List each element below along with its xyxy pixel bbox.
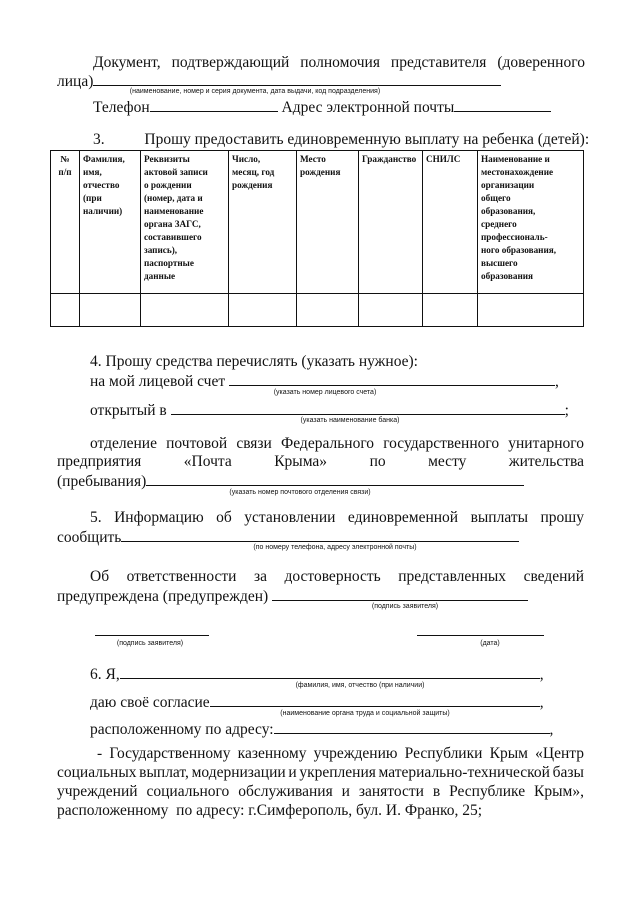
date-field[interactable] [417,635,544,636]
word: «Почта [183,453,232,470]
word: и [288,764,297,781]
word: социального [146,783,230,800]
word: об [216,509,232,526]
word: представителя [390,54,487,71]
word: Республике [449,783,526,800]
children-table [50,150,584,327]
word: прошу [540,509,584,526]
word: Документ, [93,54,161,71]
section-3-text: Прошу предоставить единовременную выплату на ребенка (детей): [144,131,590,148]
word: месту [428,453,467,470]
table-row [51,294,584,327]
contacts-line [93,97,551,117]
word: Крым», [534,783,584,800]
word: Крыма» [274,453,328,470]
word: выплат, [139,764,189,781]
consent-line: даю своё согласие , [90,694,544,711]
word: в [432,783,441,800]
account-caption: (указать номер лицевого счета) [273,389,377,396]
table-cell[interactable] [229,294,297,327]
col-header-number: № п/п [51,151,80,294]
word: «Центр [535,745,584,762]
email-label: Адрес электронной почты [281,99,455,116]
full-name-caption: (фамилия, имя, отчество (при наличии) [295,682,425,689]
word: обслуживания [238,783,333,800]
word: Республики [404,745,483,762]
bullet-line-3 [57,783,584,801]
word: учреждению [313,745,398,762]
table-cell[interactable] [478,294,584,327]
word: укрепления [299,764,376,781]
notify-label: сообщить [57,529,122,546]
word: предприятия [57,453,142,470]
table-cell[interactable] [359,294,423,327]
word: Федерального [281,435,375,452]
word: Информацию [114,509,204,526]
word: социальных [57,764,137,781]
word: единовременной [347,509,459,526]
post-line-1 [90,435,584,453]
bank-caption: (указать наименование банка) [300,417,400,424]
bullet-line-1 [97,745,584,763]
word: учреждений [57,783,138,800]
phone-field[interactable] [150,97,278,112]
word: ответственности [126,568,237,585]
bullet-dash: - [97,745,103,762]
opened-label: открытый в [90,402,167,419]
warned-label: предупреждена (предупрежден) [57,588,269,605]
account-number-field[interactable] [229,371,555,386]
consent-label: даю своё согласие [90,694,210,711]
address-line: расположенному по адресу: , [90,721,554,738]
table-cell[interactable] [423,294,478,327]
warned-signature-field[interactable] [272,586,528,601]
word: выплаты [470,509,529,526]
post-line-2 [57,453,584,471]
section-5-line-1 [90,509,584,527]
table-header-row [51,151,584,294]
responsibility-line-1 [90,568,584,586]
post-line-3-label: (пребывания) [57,473,147,490]
post-line-3 [57,471,524,491]
word: базы [552,764,584,781]
word: государственного [383,435,500,452]
notify-contact-field[interactable] [121,527,519,542]
table-cell[interactable] [297,294,359,327]
word: Об [90,568,110,585]
authority-caption: (наименование органа труда и социальной защиты) [280,710,450,717]
warned-caption: (подпись заявителя) [371,603,439,610]
word: установлении [244,509,336,526]
bullet-line-4: расположенному по адресу: г.Симферополь, бул. И. Франко, 25; [57,802,483,819]
post-office-field[interactable] [146,471,524,486]
word: унитарного [508,435,584,452]
address-field[interactable] [274,719,550,734]
word: полномочия [300,54,380,71]
phone-label: Телефон [93,99,150,116]
word: отделение [90,435,157,452]
word: казенному [237,745,307,762]
word: занятости [358,783,424,800]
word: Крым [489,745,528,762]
doc-line-1 [93,54,585,72]
section-6-line-1: 6. Я, , [90,666,544,683]
word: достоверность [284,568,381,585]
table-cell[interactable] [80,294,141,327]
col-header-birth-place: Место рождения [297,151,359,294]
word: связи [236,435,272,452]
word: почтовой [166,435,228,452]
bullet-line-2 [57,764,584,782]
word: жительства [508,453,584,470]
full-name-field[interactable] [120,664,540,679]
authority-name-field[interactable] [210,692,540,707]
col-header-education-org: Наименование и местонахождение организации общего образования, среднего профессиональ- ного образования, высшего образования [478,151,584,294]
responsibility-line-2 [57,586,528,606]
word: (доверенного [497,54,585,71]
col-header-name: Фамилия, имя, отчество (при наличии) [80,151,141,294]
section-3-number: 3. [93,131,105,148]
word: за [253,568,267,585]
account-label: на мой лицевой счет [90,373,226,390]
address-label: расположенному по адресу: [90,721,274,738]
word: и [341,783,350,800]
bank-name-field[interactable] [171,400,565,415]
col-header-birth-record: Реквизиты актовой записи о рождении (номер, дата и наименование органа ЗАГС, составившего запись), паспортные данные [141,151,229,294]
word: подтверждающий [171,54,290,71]
word: по [369,453,386,470]
col-header-citizenship: Гражданство [359,151,423,294]
section-3-heading [93,131,589,149]
email-field[interactable] [454,97,551,112]
section-6-label: 6. Я, [90,666,120,683]
doc-details-field[interactable] [93,71,501,86]
col-header-birth-date: Число, месяц, год рождения [229,151,297,294]
notify-caption: (по номеру телефона, адресу электронной почты) [253,544,417,551]
doc-caption: (наименование, номер и серия документа, дата выдачи, код подразделения) [129,88,381,95]
section-4-heading: 4. Прошу средства перечислять (указать нужное): [90,353,418,370]
bank-line: открытый в ; [90,402,569,419]
word: представленных [398,568,507,585]
word: 5. [90,509,102,526]
word: материально-технической [378,764,550,781]
post-caption: (указать номер почтового отделения связи) [229,489,371,496]
word: модернизации [191,764,286,781]
word: Государственному [109,745,231,762]
date-caption: (дата) [480,640,500,647]
table-cell[interactable] [141,294,229,327]
table-cell[interactable] [51,294,80,327]
applicant-signature-caption: (подпись заявителя) [116,640,184,647]
word: сведений [523,568,584,585]
doc-line-2-label: лица) [57,73,94,90]
account-line: на мой лицевой счет , [90,373,559,390]
col-header-snils: СНИЛС [423,151,478,294]
applicant-signature-field[interactable] [95,635,209,636]
